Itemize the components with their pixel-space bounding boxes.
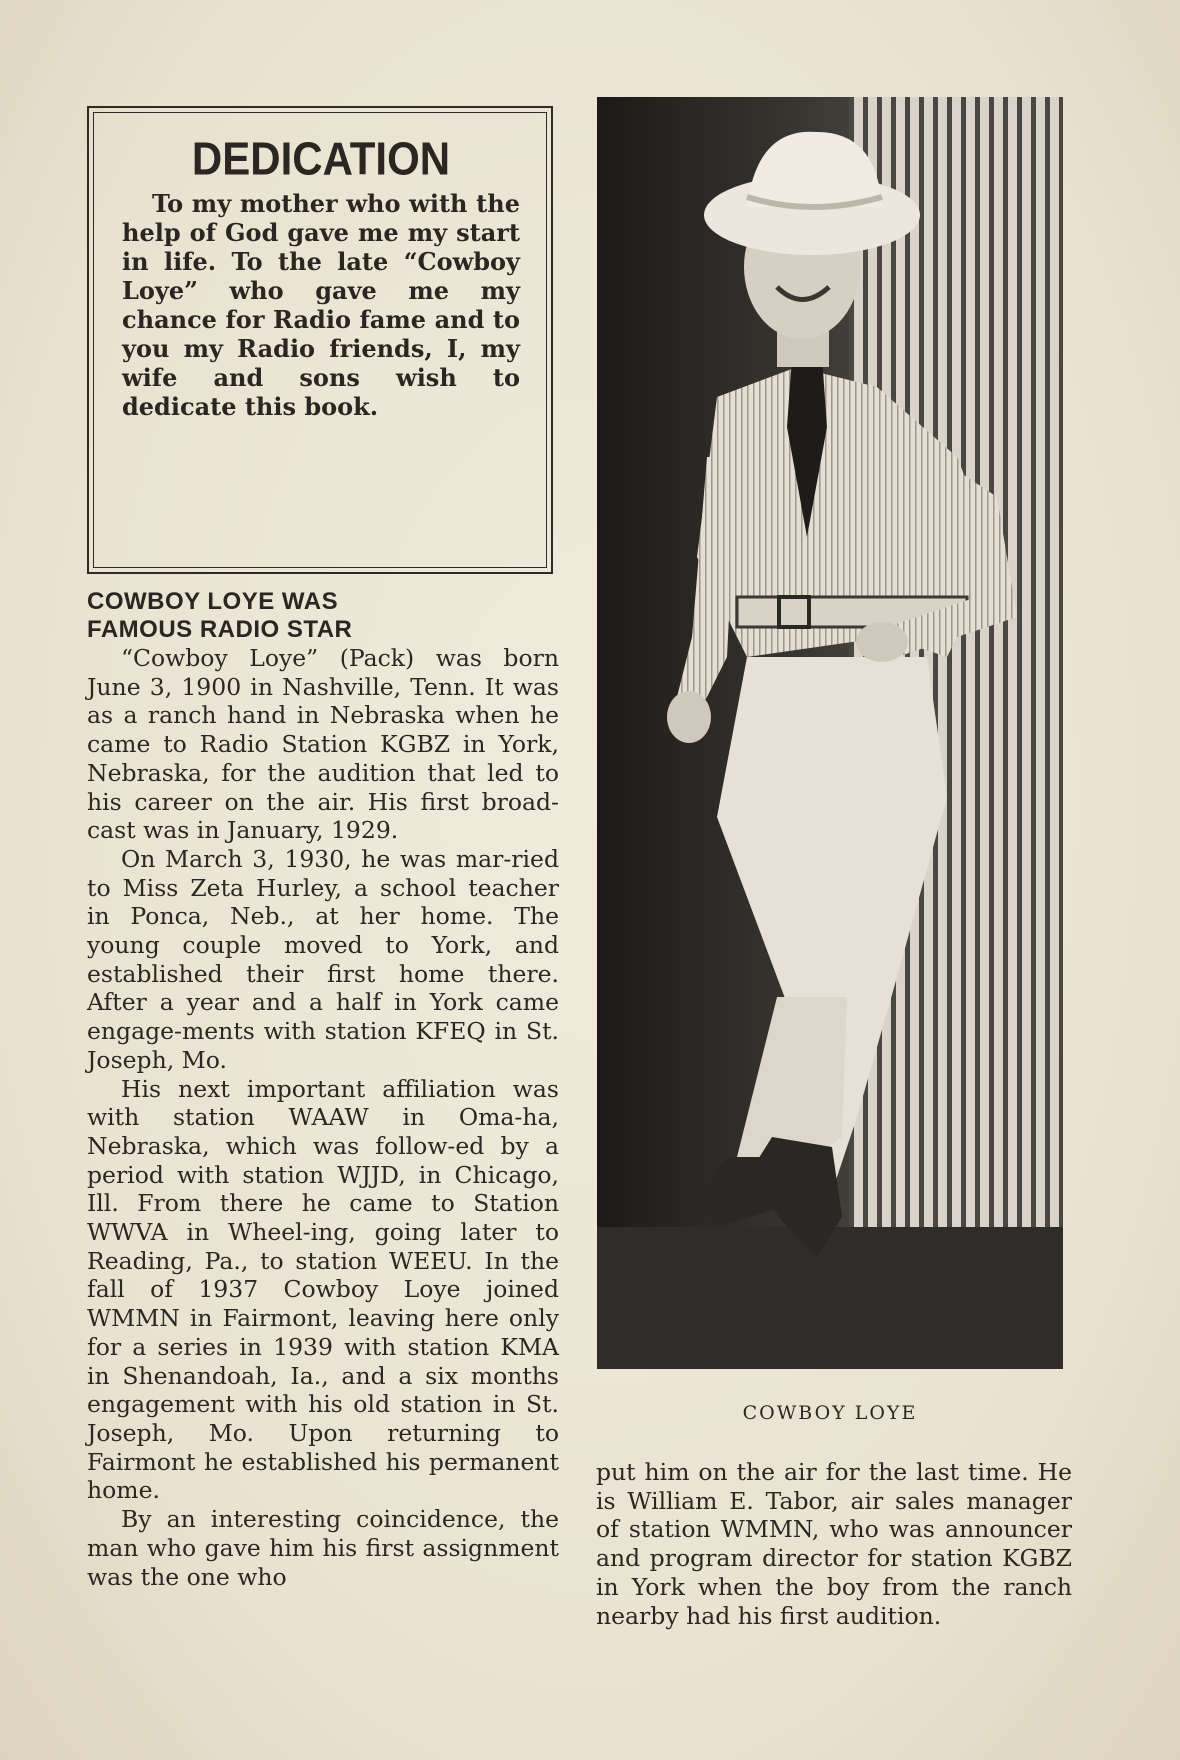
headline-line-2: FAMOUS RADIO STAR	[87, 616, 353, 643]
dedication-box	[87, 106, 553, 574]
article-paragraph: By an interesting coincidence, the man who gave him his first assignment was the one who	[87, 1505, 559, 1591]
article-paragraph: On March 3, 1930, he was mar-ried to Miss Zeta Hurley, a school teacher in Ponca, Neb., at her home. The young couple moved to York, and established their first home there. After a year and a half in York came engage-ments with station KFEQ in St. Joseph, Mo.	[87, 844, 559, 1074]
article-paragraph: “Cowboy Loye” (Pack) was born June 3, 1900 in Nashville, Tenn. It was as a ranch hand in Nebraska when he came to Radio Station KGBZ in York, Nebraska, for the audition that led to his career on the air. His first broad-cast was in January, 1929.	[87, 644, 559, 845]
dedication-inner-frame	[93, 112, 547, 568]
article-headline	[87, 588, 527, 644]
headline-line-1: COWBOY LOYE WAS	[87, 588, 339, 615]
dedication-title: DEDICATION	[191, 132, 451, 185]
article-continuation: put him on the air for the last time. He is William E. Tabor, air sales manager of station WMMN, who was announcer and program director for station KGBZ in York when the boy from the ranch nearby had his first audition.	[596, 1458, 1072, 1630]
article-paragraph: His next important affiliation was with station WAAW in Oma-ha, Nebraska, which was follow-ed by a period with station WJJD, in Chicago, Ill. From there he came to Station WWVA in Wheel-ing, going later to Reading, Pa., to station WEEU. In the fall of 1937 Cowboy Loye joined WMMN in Fairmont, leaving here only for a series in 1939 with station KMA in Shenandoah, Ia., and a six months engagement with his old station in St. Joseph, Mo. Upon returning to Fairmont he established his permanent home.	[87, 1074, 559, 1505]
article-right-column	[596, 1458, 1072, 1630]
photo-caption: COWBOY LOYE	[742, 1402, 918, 1424]
dedication-text: To my mother who with the help of God gave me my start in life. To the late “Cowboy Loye” who gave me my chance for Radio fame and to you my Radio friends, I, my wife and sons wish to dedicate this book.	[122, 189, 520, 421]
article-left-column	[87, 644, 559, 1591]
cowboy-photo	[597, 97, 1063, 1369]
cowboy-photo-illustration	[597, 97, 1063, 1369]
